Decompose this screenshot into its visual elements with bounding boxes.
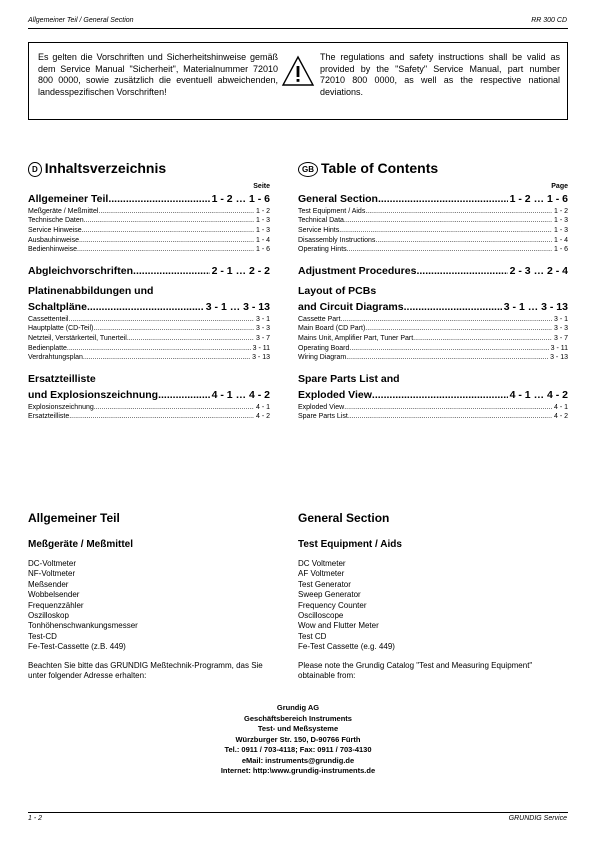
toc-item-page: 3 - 13	[550, 354, 568, 362]
toc-item-page: 1 - 6	[553, 246, 568, 254]
toc-leader-dots	[375, 236, 552, 246]
toc-leader-dots	[84, 216, 254, 226]
toc-item-page: 3 - 11	[550, 344, 568, 352]
toc-group	[298, 285, 568, 363]
toc-items	[298, 315, 568, 363]
toc-item	[28, 324, 270, 334]
toc-de-title: Inhaltsverzeichnis	[44, 160, 167, 176]
toc-item-label: Hauptplatte (CD-Teil)	[28, 325, 94, 333]
toc-item-label: Explosionszeichnung	[28, 403, 94, 411]
toc-item	[298, 207, 568, 217]
toc-group-row	[28, 301, 270, 313]
list-item: Oscilloscope	[298, 611, 344, 621]
toc-leader-dots	[82, 226, 254, 236]
toc-leader-dots	[127, 334, 254, 344]
list-item: Sweep Generator	[298, 590, 361, 600]
list-item: Test-CD	[28, 631, 57, 641]
toc-item	[298, 412, 568, 422]
toc-item-label: Operating Board	[298, 344, 350, 352]
equipment-list-en	[298, 559, 568, 653]
toc-group	[298, 373, 568, 422]
address-line: Geschäftsbereich Instruments	[244, 713, 352, 723]
toc-items	[28, 315, 270, 363]
section-en-subtitle: Test Equipment / Aids	[298, 539, 402, 550]
toc-de-heading	[28, 160, 270, 177]
address-line: Test- und Meßsysteme	[257, 724, 339, 733]
toc-item-page: 3 - 7	[553, 334, 568, 342]
list-item: Fe-Test Cassette (e.g. 449)	[298, 642, 395, 652]
toc-leader-dots	[365, 324, 552, 334]
toc-group-title: Exploded View	[298, 388, 372, 401]
toc-item-page: 4 - 1	[255, 403, 270, 411]
toc-item-label: Service Hints	[298, 226, 340, 234]
toc-item	[298, 216, 568, 226]
toc-en-title: Table of Contents	[321, 160, 439, 176]
toc-item	[28, 226, 270, 236]
toc-item-label: Bedienhinweise	[28, 246, 78, 254]
toc-group-row	[28, 193, 270, 205]
toc-item-page: 3 - 7	[255, 334, 270, 342]
toc-group-pages: 3 - 1 … 3 - 13	[503, 300, 568, 313]
toc-group-row	[298, 301, 568, 313]
toc-item-page: 4 - 1	[553, 403, 568, 411]
toc-leader-dots	[67, 344, 251, 354]
toc-item-page: 1 - 3	[553, 217, 568, 225]
toc-leader-dots	[378, 193, 508, 205]
toc-item-label: Ausbauhinweise	[28, 236, 79, 244]
toc-group-title-line: Layout of PCBs	[298, 284, 377, 297]
list-item: Test CD	[298, 631, 327, 641]
toc-item-label: Mains Unit, Amplifier Part, Tuner Part	[298, 334, 414, 342]
toc-item-label: Disassembly Instructions	[298, 236, 376, 244]
toc-leader-dots	[108, 193, 209, 205]
toc-item-label: Spare Parts List	[298, 413, 348, 421]
toc-item-page: 1 - 3	[255, 226, 270, 234]
list-item: Meßsender	[28, 579, 69, 589]
toc-item-page: 1 - 3	[255, 217, 270, 225]
toc-group	[298, 265, 568, 277]
language-badge-d: D	[28, 162, 42, 177]
toc-leader-dots	[133, 265, 210, 277]
toc-group	[28, 285, 270, 363]
toc-item	[28, 353, 270, 363]
toc-group-pages: 1 - 2 … 1 - 6	[211, 192, 270, 205]
toc-item-page: 3 - 1	[255, 315, 270, 323]
section-de-title: Allgemeiner Teil	[28, 511, 120, 525]
toc-item-page: 1 - 2	[255, 207, 270, 215]
toc-leader-dots	[346, 353, 548, 363]
toc-item-label: Technische Daten	[28, 217, 84, 225]
list-item: AF Voltmeter	[298, 569, 345, 579]
toc-item-label: Cassettenteil	[28, 315, 69, 323]
toc-item-label: Netzteil, Verstärkerteil, Tunerteil	[28, 334, 127, 342]
toc-en-heading	[298, 160, 568, 177]
toc-item-label: Meßgeräte / Meßmittel	[28, 207, 99, 215]
toc-group	[28, 265, 270, 277]
address-block	[28, 703, 568, 777]
toc-leader-dots	[98, 207, 254, 217]
toc-items	[298, 403, 568, 422]
toc-item-label: Wiring Diagram	[298, 354, 347, 362]
toc-leader-dots	[77, 245, 254, 255]
section-de-subtitle: Meßgeräte / Meßmittel	[28, 539, 134, 550]
toc-item	[298, 236, 568, 246]
section-de-note: Beachten Sie bitte das GRUNDIG Meßtechnik-Programm, das Sie unter folgender Adresse erhalten:	[28, 660, 263, 680]
toc-item-page: 1 - 2	[553, 207, 568, 215]
toc-item-label: Service Hinweise	[28, 226, 82, 234]
header-rule	[28, 28, 568, 29]
toc-group-row	[298, 193, 568, 205]
toc-leader-dots	[69, 412, 254, 422]
toc-item-label: Bedienplatte	[28, 344, 67, 352]
toc-item	[28, 236, 270, 246]
toc-item	[28, 245, 270, 255]
toc-group-title: Abgleichvorschriften	[28, 264, 134, 277]
section-en-note: Please note the Grundig Catalog "Test and Measuring Equipment" obtainable from:	[298, 660, 533, 680]
toc-en-groups	[298, 193, 568, 422]
toc-item	[28, 315, 270, 325]
list-item: Tonhöhenschwankungsmesser	[28, 621, 138, 631]
toc-item	[298, 245, 568, 255]
toc-group-pages: 1 - 2 … 1 - 6	[509, 192, 568, 205]
toc-item	[28, 216, 270, 226]
toc-german	[28, 160, 270, 422]
toc-group-title: Schaltpläne	[28, 300, 87, 313]
toc-item-page: 3 - 11	[252, 344, 270, 352]
toc-group-title: Adjustment Procedures	[298, 264, 417, 277]
toc-item-page: 3 - 13	[252, 354, 270, 362]
toc-group-row	[28, 389, 270, 401]
toc-item	[298, 403, 568, 413]
toc-item-page: 1 - 3	[553, 226, 568, 234]
toc-group-title: and Circuit Diagrams	[298, 300, 404, 313]
toc-de-page-label: Seite	[253, 182, 270, 190]
footer-right: GRUNDIG Service	[508, 815, 567, 822]
toc-item-page: 4 - 2	[553, 413, 568, 421]
toc-item	[298, 353, 568, 363]
toc-leader-dots	[404, 301, 502, 313]
toc-leader-dots	[413, 334, 552, 344]
toc-group-title: General Section	[298, 192, 378, 205]
toc-leader-dots	[83, 353, 250, 363]
list-item: Wow and Flutter Meter	[298, 621, 379, 631]
toc-group-pages: 4 - 1 … 4 - 2	[211, 388, 270, 401]
toc-group-pages: 4 - 1 … 4 - 2	[509, 388, 568, 401]
toc-en-page-label: Page	[551, 182, 568, 190]
list-item: DC-Voltmeter	[28, 559, 77, 568]
address-line: Internet: http:\www.grundig-instruments.de	[220, 766, 376, 775]
toc-item	[28, 412, 270, 422]
toc-leader-dots	[365, 207, 552, 217]
toc-group-pages: 2 - 1 … 2 - 2	[211, 264, 270, 277]
toc-item	[28, 344, 270, 354]
toc-group-title: und Explosionszeichnung	[28, 388, 159, 401]
toc-item-page: 3 - 3	[553, 325, 568, 333]
toc-group	[28, 193, 270, 255]
toc-item-page: 4 - 2	[255, 413, 270, 421]
toc-leader-dots	[348, 412, 552, 422]
notice-german: Es gelten die Vorschriften und Sicherheitshinweise gemäß dem Service Manual "Sicherheit", Materialnummer 72010 800 0000, sowie zusätzlich die eventuell abweichenden, landesspezifischen Vorschriften!	[38, 52, 278, 97]
toc-group-title-line: Platinenabbildungen und	[28, 284, 154, 297]
toc-group	[28, 373, 270, 422]
toc-item-label: Main Board (CD Part)	[298, 325, 366, 333]
address-line: Grundig AG	[276, 703, 320, 712]
toc-group-pages: 3 - 1 … 3 - 13	[205, 300, 270, 313]
toc-item	[298, 344, 568, 354]
footer-rule	[28, 812, 568, 813]
section-german	[28, 511, 270, 681]
toc-item-label: Cassette Part	[298, 315, 341, 323]
toc-leader-dots	[344, 403, 552, 413]
header-right: RR 300 CD	[531, 17, 567, 24]
toc-item-page: 3 - 1	[553, 315, 568, 323]
list-item: Frequency Counter	[298, 600, 367, 610]
section-english	[298, 511, 568, 681]
warning-triangle-icon	[281, 55, 315, 92]
toc-leader-dots	[349, 344, 548, 354]
toc-group-pages: 2 - 3 … 2 - 4	[509, 264, 568, 277]
address-line: eMail: instruments@grundig.de	[241, 755, 355, 765]
list-item: Fe-Test-Cassette (z.B. 449)	[28, 642, 126, 652]
toc-item-label: Operating Hints	[298, 246, 347, 254]
toc-item-page: 3 - 3	[255, 325, 270, 333]
toc-item	[298, 334, 568, 344]
toc-item-page: 1 - 4	[255, 236, 270, 244]
toc-item-page: 1 - 4	[553, 236, 568, 244]
header-left: Allgemeiner Teil / General Section	[28, 17, 134, 24]
toc-item-label: Test Equipment / Aids	[298, 207, 366, 215]
toc-leader-dots	[158, 389, 210, 401]
list-item: NF-Voltmeter	[28, 569, 76, 579]
address-line: Tel.: 0911 / 703-4118; Fax: 0911 / 703-4130	[224, 745, 372, 754]
toc-item	[298, 315, 568, 325]
toc-item-label: Ersatzteilliste	[28, 413, 70, 421]
list-item: Wobbelsender	[28, 590, 80, 600]
toc-english	[298, 160, 568, 422]
toc-group-title-line: Spare Parts List and	[298, 372, 400, 385]
toc-group-row	[298, 265, 568, 277]
toc-leader-dots	[68, 315, 254, 325]
toc-items	[28, 403, 270, 422]
toc-item-label: Technical Data	[298, 217, 344, 225]
toc-leader-dots	[79, 236, 254, 246]
list-item: Frequenzzähler	[28, 600, 84, 610]
toc-leader-dots	[347, 245, 552, 255]
toc-item	[28, 207, 270, 217]
toc-item-label: Verdrahtungsplan	[28, 354, 83, 362]
safety-notice	[28, 42, 568, 120]
toc-group-title: Allgemeiner Teil	[28, 192, 109, 205]
toc-leader-dots	[340, 315, 552, 325]
toc-item-label: Exploded View	[298, 403, 345, 411]
toc-group-title-line: Ersatzteilliste	[28, 372, 96, 385]
toc-items	[28, 207, 270, 255]
toc-group	[298, 193, 568, 255]
language-badge-gb: GB	[298, 162, 318, 177]
toc-item	[298, 226, 568, 236]
footer-left: 1 - 2	[28, 815, 43, 822]
toc-item-page: 1 - 6	[255, 246, 270, 254]
toc-leader-dots	[344, 216, 552, 226]
toc-leader-dots	[372, 389, 508, 401]
section-en-title: General Section	[298, 511, 390, 525]
toc-group-row	[298, 389, 568, 401]
equipment-list-de	[28, 559, 270, 653]
toc-item	[298, 324, 568, 334]
toc-leader-dots	[87, 301, 204, 313]
toc-leader-dots	[93, 324, 254, 334]
toc-de-groups	[28, 193, 270, 422]
list-item: Oszilloskop	[28, 611, 69, 621]
toc-leader-dots	[94, 403, 254, 413]
list-item: DC Voltmeter	[298, 559, 346, 568]
list-item: Test Generator	[298, 579, 351, 589]
toc-leader-dots	[339, 226, 552, 236]
notice-english: The regulations and safety instructions shall be valid as provided by the "Safety" Service Manual, part number 72010 800 0000, as well as the respective national deviations.	[320, 52, 560, 97]
toc-group-row	[28, 265, 270, 277]
toc-items	[298, 207, 568, 255]
toc-leader-dots	[416, 265, 507, 277]
address-line: Würzburger Str. 150, D-90766 Fürth	[235, 734, 361, 744]
toc-item	[28, 403, 270, 413]
toc-item	[28, 334, 270, 344]
